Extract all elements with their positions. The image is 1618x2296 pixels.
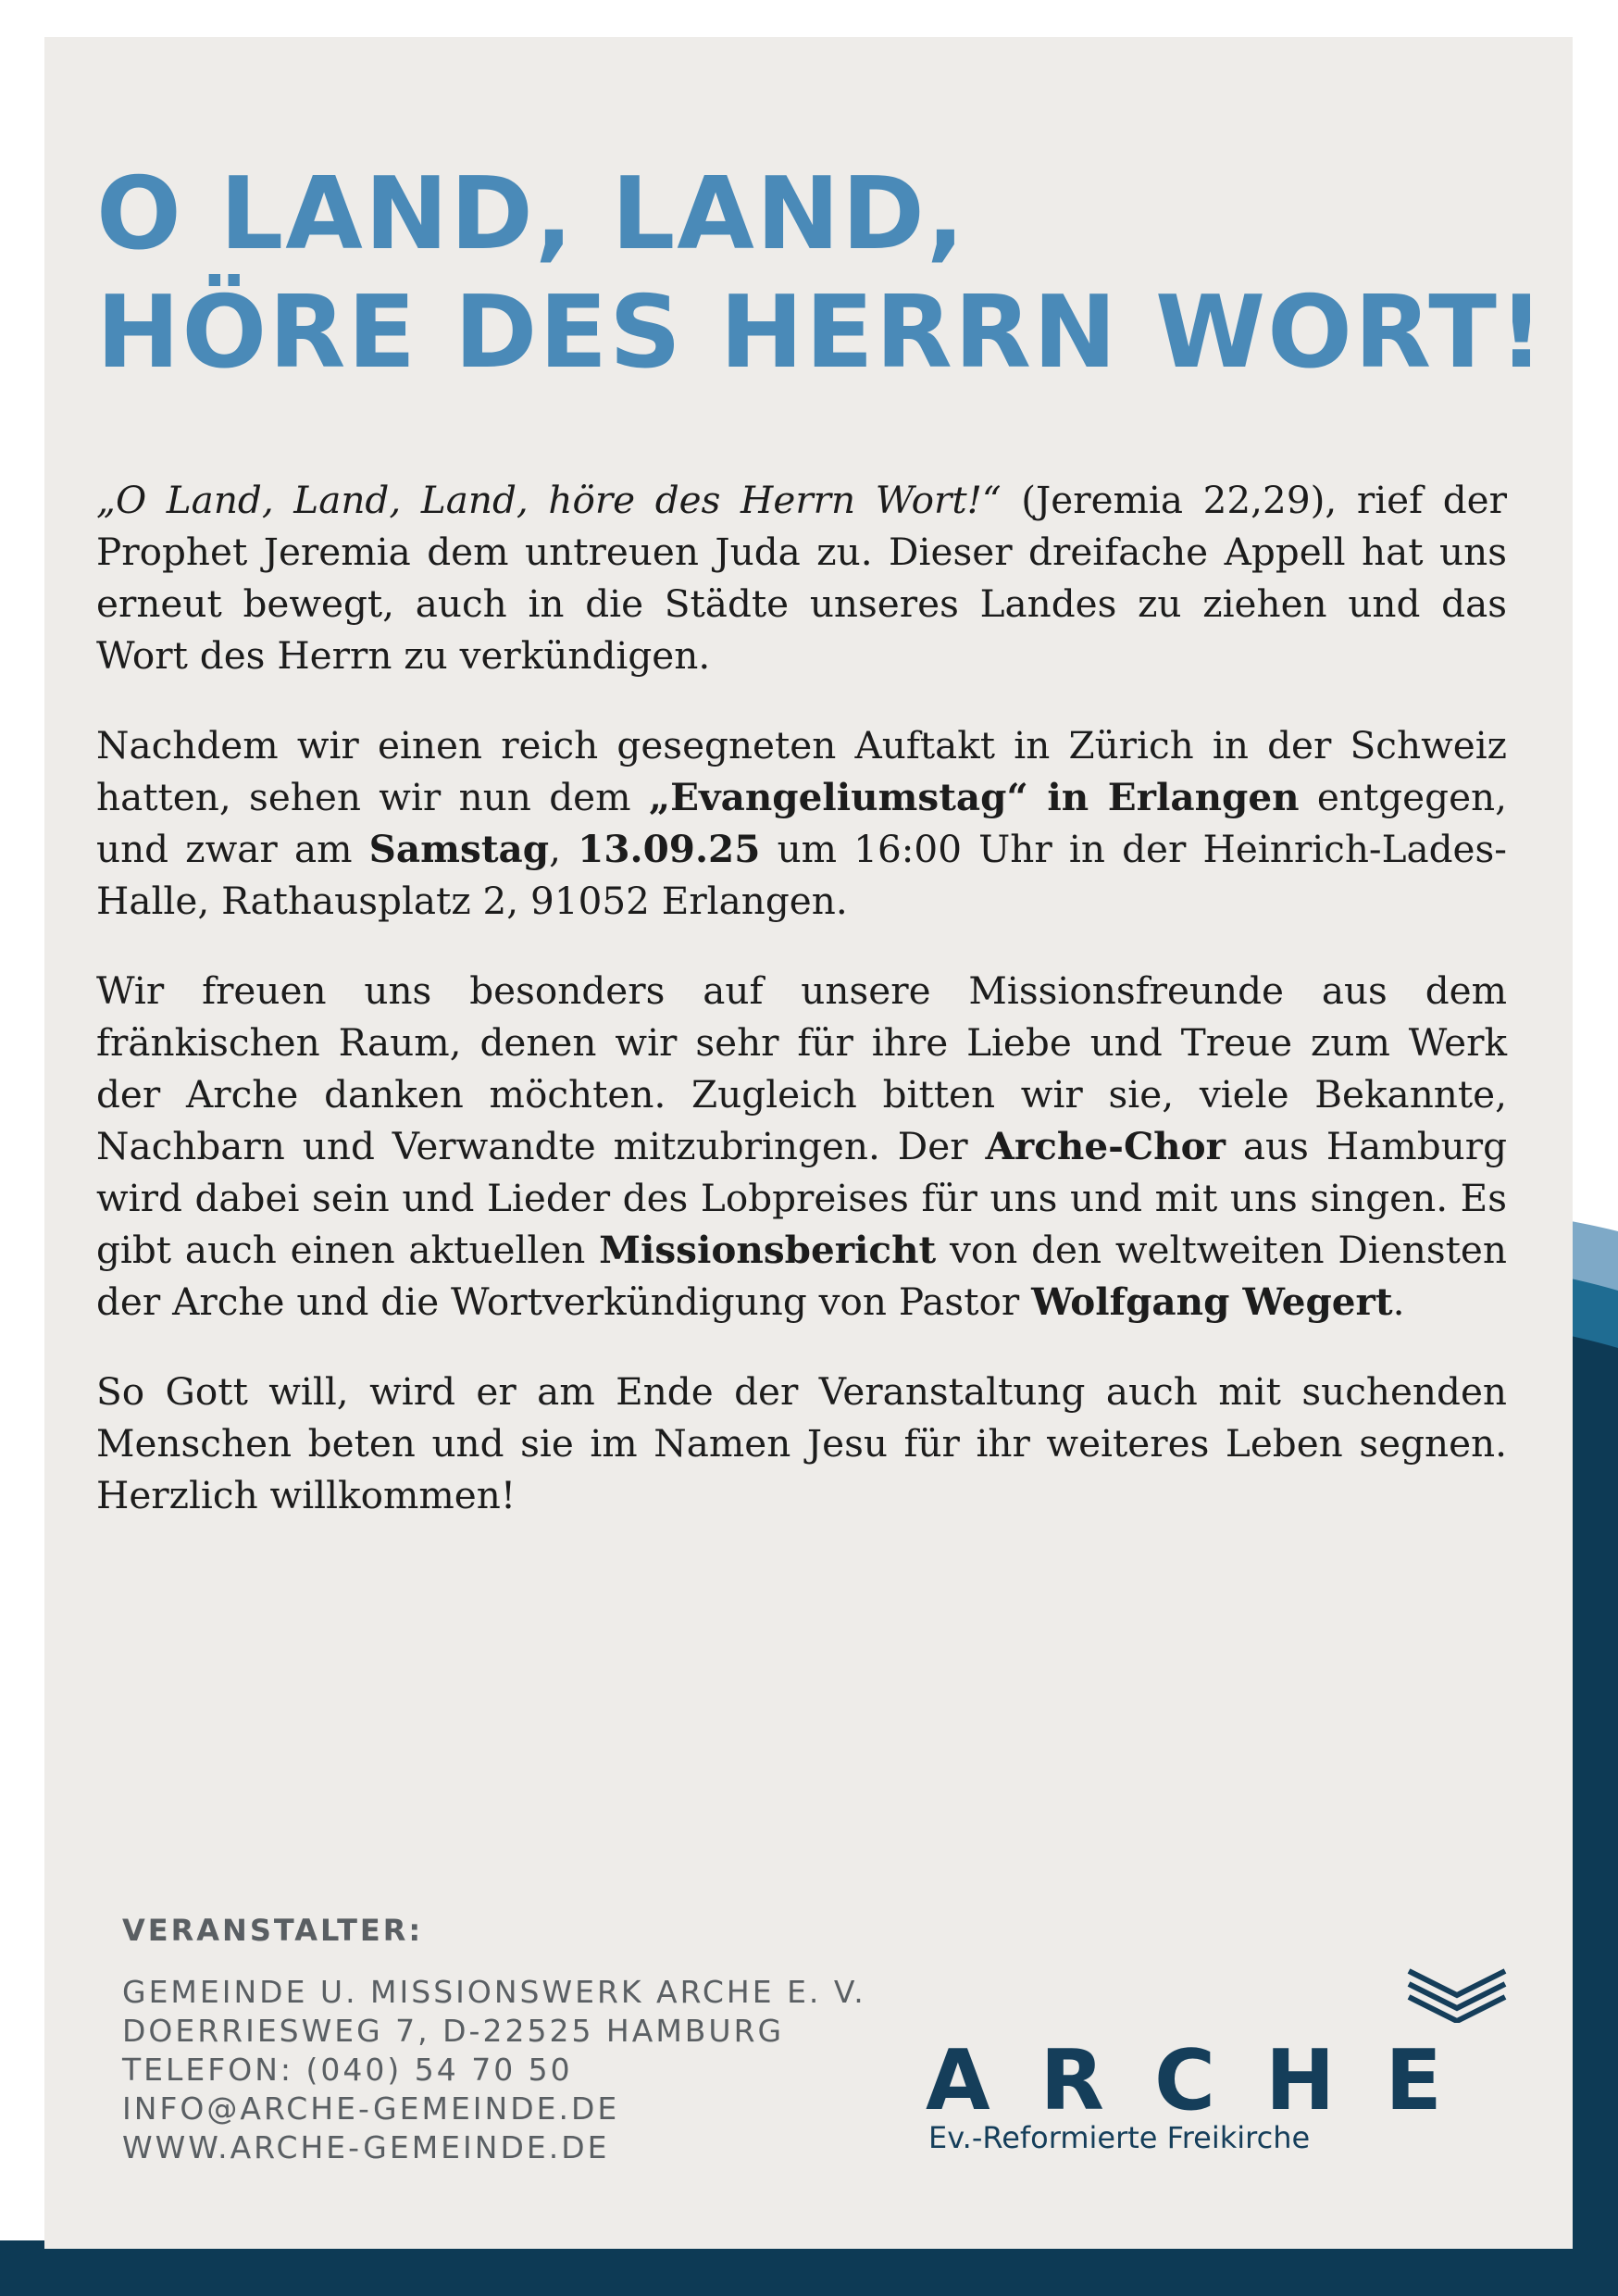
organizer-website[interactable]: WWW.ARCHE-GEMEINDE.DE (122, 2129, 610, 2165)
organizer-block (122, 1910, 866, 2167)
organizer-address: DOERRIESWEG 7, D-22525 HAMBURG (122, 2013, 785, 2049)
event-date: 13.09.25 (578, 827, 761, 871)
title-line-1: O LAND, LAND, (96, 156, 966, 272)
chevron-logo-icon (1405, 1967, 1509, 2023)
paragraph-1: „O Land, Land, Land, höre des Herrn Wort!“ (Jeremia 22,29), rief der Prophet Jeremia dem untreuen Juda zu. Dieser dreifache Appell hat uns erneut bewegt, auch in die Städte unseres Landes zu ziehen und das Wort des Herrn zu verkündigen. (96, 478, 1507, 678)
choir-name: Arche-Chor (985, 1124, 1226, 1168)
organizer-phone: TELEFON: (040) 54 70 50 (122, 2052, 573, 2088)
pastor-name: Wolfgang Wegert (1031, 1279, 1393, 1324)
paragraph-3: Wir freuen uns besonders auf unsere Missionsfreunde aus dem fränkischen Raum, denen wir sehr für ihre Liebe und Treue zum Werk der Arche danken möchten. Zugleich bitten wir sie, viele Bekannte, Nachbarn und Verwandte mitzubringen. Der Arche-Chor aus Hamburg wird dabei sein und Lieder des Lobpreises für uns und mit uns singen. Es gibt auch einen aktuellen Missionsbericht von den weltweiten Diensten der Arche und die Wortverkündigung von Pastor Wolfgang Wegert. (96, 968, 1507, 1324)
body-text (96, 474, 1507, 1559)
event-name: „Evangeliumstag“ in Erlangen (648, 775, 1300, 819)
organizer-label: VERANSTALTER: (122, 1913, 424, 1948)
logo-tagline: Ev.-Reformierte Freikirche (928, 2120, 1311, 2155)
page-title (96, 156, 1547, 393)
organizer-name: GEMEINDE U. MISSIONSWERK ARCHE E. V. (122, 1974, 866, 2010)
title-line-2: HÖRE DES HERRN WORT! (96, 275, 1547, 391)
bible-quote: „O Land, Land, Land, höre des Herrn Wort!“ (96, 478, 1002, 522)
organizer-email[interactable]: INFO@ARCHE-GEMEINDE.DE (122, 2090, 620, 2127)
arche-logo (926, 1967, 1518, 2171)
mission-report: Missionsbericht (599, 1228, 937, 1272)
paragraph-2: Nachdem wir einen reich gesegneten Auftakt in Zürich in der Schweiz hatten, sehen wir nun dem „Evangeliumstag“ in Erlangen entgegen, und zwar am Samstag, 13.09.25 um 16:00 Uhr in der Heinrich-Lades-Halle, Rathausplatz 2, 91052 Erlangen. (96, 723, 1507, 923)
event-day: Samstag (368, 827, 550, 871)
logo-wordmark: ARCHE (926, 2032, 1492, 2129)
paragraph-4: So Gott will, wird er am Ende der Veranstaltung auch mit suchenden Menschen beten und sie im Namen Jesu für ihr weiteres Leben segnen. Herzlich willkommen! (96, 1369, 1507, 1517)
